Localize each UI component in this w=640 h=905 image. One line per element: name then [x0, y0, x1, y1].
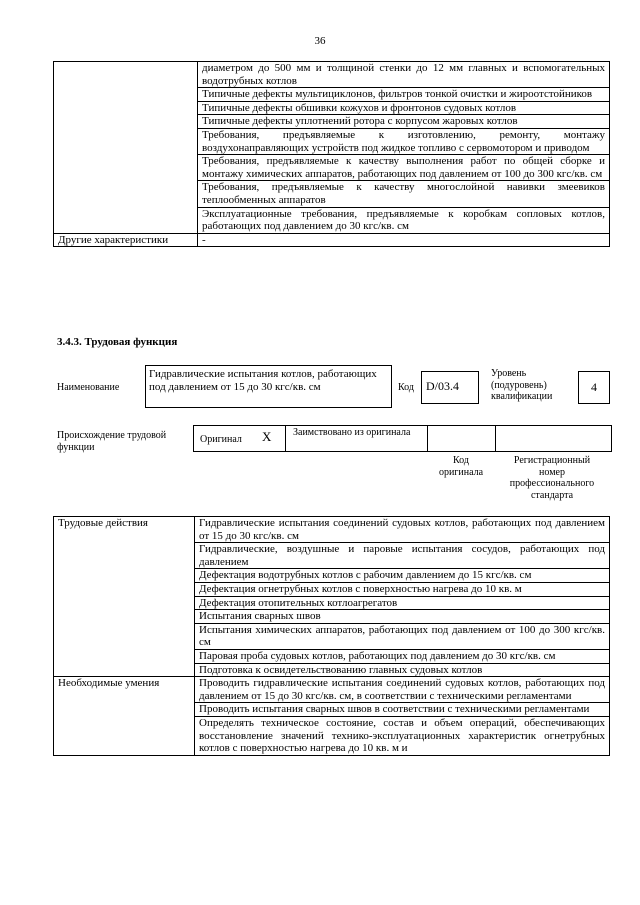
function-code: D/03.4 — [426, 379, 459, 393]
borrowed-label: Заимствовано из оригинала — [293, 427, 411, 438]
table-row: Типичные дефекты мультициклонов, фильтров тонкой очистки и жироотстойников — [198, 88, 610, 102]
name-box — [145, 365, 392, 408]
table-row: Требования, предъявляемые к качеству многослойной навивки змеевиков теплообменных аппаратов — [198, 181, 610, 207]
table-row: Эксплуатационные требования, предъявляемые к коробкам сопловых котлов, работающих под давлением до 30 кгс/кв. см — [198, 207, 610, 233]
table-row: диаметром до 500 мм и толщиной стенки до 12 мм главных и вспомогательных водотрубных котлов — [198, 62, 610, 88]
origin-divider — [427, 425, 428, 452]
origin-label: Происхождение трудовой функции — [57, 430, 167, 453]
page-number: 36 — [314, 35, 326, 47]
origin-divider — [495, 425, 496, 452]
empty-label-cell — [54, 62, 198, 234]
table-row: Проводить испытания сварных швов в соответствии с техническими регламентами — [195, 703, 610, 717]
table-row: Дефектация отопительных котлоагрегатов — [195, 596, 610, 610]
table-row: Дефектация огнетрубных котлов с поверхностью нагрева до 10 кв. м — [195, 582, 610, 596]
code-original-caption: Код оригинала — [438, 455, 484, 478]
labor-actions-label: Трудовые действия — [54, 517, 195, 677]
other-characteristics-value: - — [198, 233, 610, 247]
section-title: 3.4.3. Трудовая функция — [57, 336, 178, 348]
table-row: Гидравлические, воздушные и паровые испытания сосудов, работающих под давлением — [195, 543, 610, 569]
table-row: Требования, предъявляемые к изготовлению, ремонту, монтажу воздухонаправляющих устройств под жидкое топливо с сервомотором и приводом — [198, 128, 610, 154]
reg-number-caption: Регистрационный номер профессионального стандарта — [509, 455, 595, 501]
original-mark: X — [262, 429, 272, 444]
level-value: 4 — [591, 380, 597, 394]
level-box — [578, 371, 610, 404]
table-row: Проводить гидравлические испытания соединений судовых котлов, работающих под давлением от 15 до 30 кгс/кв. см, в соответствии с техническими регламентами — [195, 677, 610, 703]
top-characteristics-table — [53, 61, 610, 247]
table-row: Дефектация водотрубных котлов с рабочим давлением до 15 кгс/кв. см — [195, 569, 610, 583]
code-box — [421, 371, 479, 404]
table-row: Испытания сварных швов — [195, 610, 610, 624]
level-label: Уровень (подуровень) квалификации — [491, 368, 553, 402]
table-row: Типичные дефекты уплотнений ротора с корпусом жаровых котлов — [198, 115, 610, 129]
table-row: Испытания химических аппаратов, работающих под давлением от 100 до 300 кгс/кв. см — [195, 623, 610, 649]
table-row: Подготовка к освидетельствованию главных судовых котлов — [195, 663, 610, 677]
actions-skills-table — [53, 516, 610, 756]
code-label: Код — [398, 382, 414, 393]
table-row: Определять техническое состояние, состав и объем операций, обеспечивающих восстановление значений технико-эксплуатационных характеристик огнетрубных котлов с поверхностью нагрева до 10 кв. м и — [195, 716, 610, 755]
table-row: Типичные дефекты обшивки кожухов и фронтонов судовых котлов — [198, 101, 610, 115]
skills-label: Необходимые умения — [54, 677, 195, 756]
other-characteristics-label: Другие характеристики — [54, 233, 198, 247]
table-row: Требования, предъявляемые к качеству выполнения работ по общей сборке и монтажу химических аппаратов, работающих под давлением от 100 до 300 кгс/кв. см — [198, 155, 610, 181]
table-row: Паровая проба судовых котлов, работающих под давлением до 30 кгс/кв. см — [195, 649, 610, 663]
function-name: Гидравлические испытания котлов, работающих под давлением от 15 до 30 кгс/кв. см — [149, 368, 377, 393]
table-row: Гидравлические испытания соединений судовых котлов, работающих под давлением от 15 до 30 кгс/кв. см — [195, 517, 610, 543]
name-label: Наименование — [57, 382, 120, 393]
original-label: Оригинал — [200, 434, 242, 445]
origin-divider — [285, 425, 286, 452]
